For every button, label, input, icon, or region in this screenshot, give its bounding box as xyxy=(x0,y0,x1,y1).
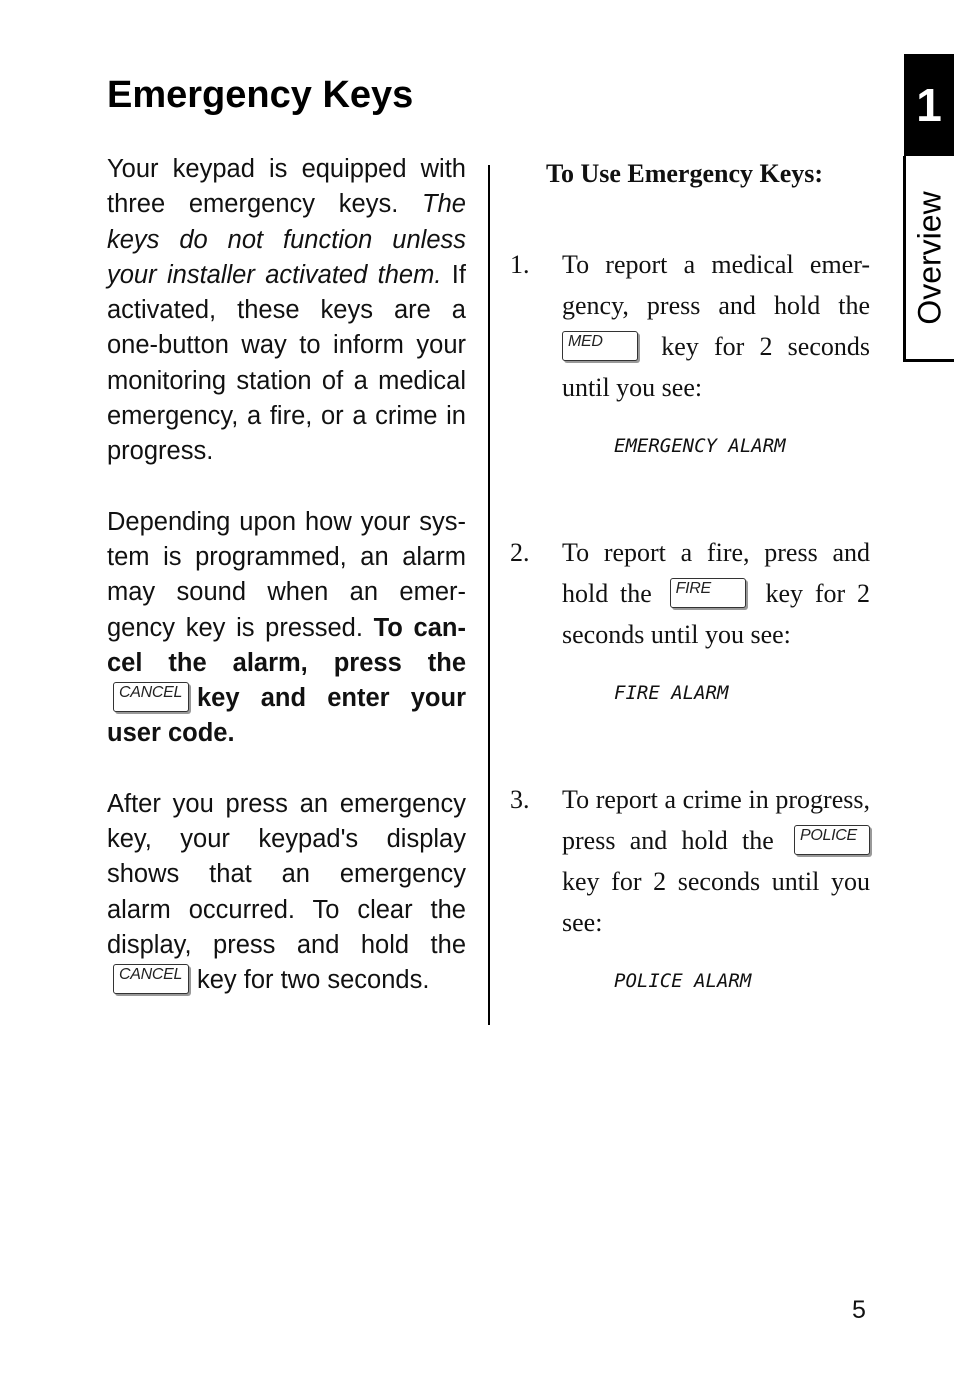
cancel-key-icon: CANCEL xyxy=(113,682,189,712)
intro-rest: If activated, these keys are a one-button way to inform your monitoring station of a medical emergency, a fire, or a crime in progress. xyxy=(107,260,466,466)
step-fire xyxy=(510,532,870,705)
step-medical xyxy=(510,244,870,458)
step-text: To report a crime in progress, press and hold the POLICE key for 2 seconds until you see: xyxy=(562,785,870,937)
police-key-icon: POLICE xyxy=(794,825,870,855)
med-key-icon: MED xyxy=(562,331,638,361)
steps-heading: To Use Emergency Keys: xyxy=(546,159,824,188)
page-number: 5 xyxy=(852,1296,866,1324)
step-police xyxy=(510,779,870,993)
display-message: POLICE ALARM xyxy=(614,970,752,992)
chapter-number-tab: 1 xyxy=(904,54,954,156)
alarm-text: Depending upon how your sys-tem is programmed, an alarm may sound when an emer-gency key is pressed. xyxy=(107,507,466,642)
left-column xyxy=(107,152,466,1034)
fire-key-icon: FIRE xyxy=(670,578,746,608)
clear-display-text: After you press an emergency key, your keypad's display shows that an emergency alarm occurred. To clear the display, press and hold the xyxy=(107,789,466,959)
clear-display-paragraph xyxy=(107,787,466,999)
step-number: 2. xyxy=(510,538,530,567)
cancel-paragraph xyxy=(107,505,466,752)
step-text: To report a medical emer-gency, press and hold the MED key for 2 seconds until you see: xyxy=(562,250,870,402)
right-column xyxy=(510,152,870,993)
step-text: To report a fire, press and hold the FIRE key for 2 seconds until you see: xyxy=(562,538,870,649)
intro-text: Your keypad is equipped with three emergency keys. xyxy=(107,155,466,219)
display-message: EMERGENCY ALARM xyxy=(614,435,786,457)
cancel-instruction: To can-cel the alarm, press the xyxy=(107,613,466,677)
display-message: FIRE ALARM xyxy=(614,682,729,704)
cancel-instruction-end: key and enter your user code. xyxy=(107,684,466,748)
intro-warning: The keys do not function unless your installer activated them. xyxy=(107,190,466,289)
chapter-tab xyxy=(903,156,954,362)
chapter-label: Overview xyxy=(911,190,948,325)
step-number: 3. xyxy=(510,785,530,814)
page-title: Emergency Keys xyxy=(107,74,414,116)
cancel-key-icon: CANCEL xyxy=(113,964,189,994)
column-divider xyxy=(488,165,490,1025)
intro-paragraph xyxy=(107,152,466,470)
clear-display-end: key for two seconds. xyxy=(197,966,430,995)
step-number: 1. xyxy=(510,250,530,279)
